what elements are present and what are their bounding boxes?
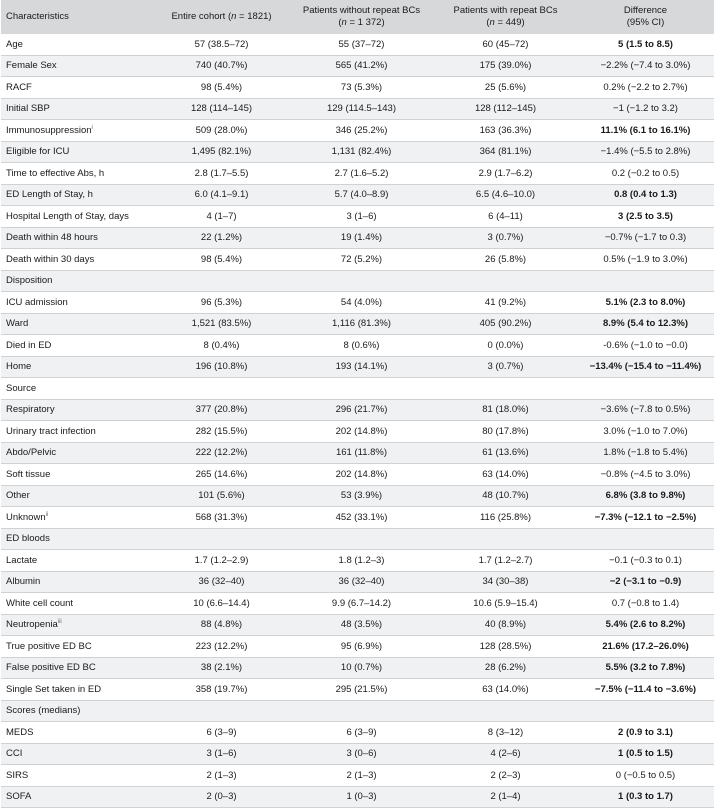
cell-entire-cohort: 568 (31.3%)	[154, 507, 289, 529]
row-label: Abdo/Pelvic	[1, 442, 154, 464]
cell-difference: 0.5% (−1.9 to 3.0%)	[577, 249, 714, 271]
cell-entire-cohort: 377 (20.8%)	[154, 399, 289, 421]
row-label: Initial SBP	[1, 98, 154, 120]
cell-entire-cohort: 223 (12.2%)	[154, 636, 289, 658]
cell-with-repeat	[434, 700, 577, 722]
cell-without-repeat: 3 (1–6)	[289, 206, 434, 228]
cell-difference: 0.2 (−0.2 to 0.5)	[577, 163, 714, 185]
row-label: Albumin	[1, 571, 154, 593]
cell-with-repeat: 63 (14.0%)	[434, 679, 577, 701]
table-row	[1, 399, 714, 421]
row-label: Soft tissue	[1, 464, 154, 486]
cell-with-repeat: 25 (5.6%)	[434, 77, 577, 99]
cell-with-repeat: 6.5 (4.6–10.0)	[434, 184, 577, 206]
footnote-marker: ii	[45, 511, 49, 518]
cell-difference: 5 (1.5 to 8.5)	[577, 34, 714, 55]
cell-without-repeat: 202 (14.8%)	[289, 421, 434, 443]
cell-with-repeat: 128 (28.5%)	[434, 636, 577, 658]
cell-entire-cohort: 282 (15.5%)	[154, 421, 289, 443]
cell-without-repeat: 10 (0.7%)	[289, 657, 434, 679]
characteristics-table	[1, 0, 714, 808]
table-row	[1, 679, 714, 701]
cell-entire-cohort	[154, 270, 289, 292]
row-label: False positive ED BC	[1, 657, 154, 679]
table-row	[1, 163, 714, 185]
cell-without-repeat	[289, 378, 434, 400]
cell-entire-cohort: 3 (1–6)	[154, 743, 289, 765]
cell-difference: −0.7% (−1.7 to 0.3)	[577, 227, 714, 249]
cell-with-repeat: 60 (45–72)	[434, 34, 577, 55]
cell-without-repeat: 2 (1–3)	[289, 765, 434, 787]
table-row	[1, 507, 714, 529]
cell-with-repeat: 10.6 (5.9–15.4)	[434, 593, 577, 615]
cell-with-repeat: 1.7 (1.2–2.7)	[434, 550, 577, 572]
cell-difference	[577, 378, 714, 400]
cell-difference: −7.3% (−12.1 to −2.5%)	[577, 507, 714, 529]
header-with-repeat: Patients with repeat BCs (n = 449)	[434, 0, 577, 34]
cell-without-repeat: 72 (5.2%)	[289, 249, 434, 271]
cell-with-repeat: 128 (112–145)	[434, 98, 577, 120]
row-label: MEDS	[1, 722, 154, 744]
cell-without-repeat: 129 (114.5–143)	[289, 98, 434, 120]
cell-entire-cohort: 740 (40.7%)	[154, 55, 289, 77]
table-row	[1, 765, 714, 787]
table-header-row	[1, 0, 714, 34]
cell-difference: 3.0% (−1.0 to 7.0%)	[577, 421, 714, 443]
cell-without-repeat: 8 (0.6%)	[289, 335, 434, 357]
row-label: SIRS	[1, 765, 154, 787]
row-label: Other	[1, 485, 154, 507]
cell-with-repeat: 3 (0.7%)	[434, 227, 577, 249]
table-row	[1, 421, 714, 443]
cell-without-repeat: 48 (3.5%)	[289, 614, 434, 636]
cell-with-repeat: 6 (4–11)	[434, 206, 577, 228]
table-row	[1, 184, 714, 206]
cell-entire-cohort	[154, 528, 289, 550]
section-header-row	[1, 700, 714, 722]
table-row	[1, 249, 714, 271]
cell-without-repeat: 6 (3–9)	[289, 722, 434, 744]
cell-with-repeat: 405 (90.2%)	[434, 313, 577, 335]
table-row	[1, 743, 714, 765]
footnote-marker: iii	[57, 619, 62, 626]
cell-difference	[577, 700, 714, 722]
cell-entire-cohort: 36 (32–40)	[154, 571, 289, 593]
table-row	[1, 206, 714, 228]
cell-without-repeat: 296 (21.7%)	[289, 399, 434, 421]
cell-entire-cohort: 38 (2.1%)	[154, 657, 289, 679]
table-row	[1, 356, 714, 378]
cell-entire-cohort: 2 (0–3)	[154, 786, 289, 808]
cell-without-repeat: 55 (37–72)	[289, 34, 434, 55]
cell-difference	[577, 528, 714, 550]
table-row	[1, 614, 714, 636]
table-row	[1, 786, 714, 808]
cell-without-repeat: 202 (14.8%)	[289, 464, 434, 486]
table-row	[1, 77, 714, 99]
cell-entire-cohort	[154, 700, 289, 722]
table-row	[1, 636, 714, 658]
table-row	[1, 485, 714, 507]
row-label: Source	[1, 378, 154, 400]
cell-entire-cohort: 509 (28.0%)	[154, 120, 289, 142]
cell-with-repeat: 8 (3–12)	[434, 722, 577, 744]
cell-without-repeat: 5.7 (4.0–8.9)	[289, 184, 434, 206]
cell-difference: 1 (0.3 to 1.7)	[577, 786, 714, 808]
row-label: Time to effective Abs, h	[1, 163, 154, 185]
cell-entire-cohort: 57 (38.5–72)	[154, 34, 289, 55]
cell-difference: −0.1 (−0.3 to 0.1)	[577, 550, 714, 572]
cell-difference: 0.8 (0.4 to 1.3)	[577, 184, 714, 206]
cell-entire-cohort: 88 (4.8%)	[154, 614, 289, 636]
cell-with-repeat	[434, 378, 577, 400]
cell-difference: −1.4% (−5.5 to 2.8%)	[577, 141, 714, 163]
cell-entire-cohort: 22 (1.2%)	[154, 227, 289, 249]
cell-with-repeat: 26 (5.8%)	[434, 249, 577, 271]
cell-without-repeat: 19 (1.4%)	[289, 227, 434, 249]
cell-with-repeat: 116 (25.8%)	[434, 507, 577, 529]
row-label: True positive ED BC	[1, 636, 154, 658]
table-row	[1, 313, 714, 335]
cell-difference: −13.4% (−15.4 to −11.4%)	[577, 356, 714, 378]
table-row	[1, 98, 714, 120]
row-label: SOFA	[1, 786, 154, 808]
section-header-row	[1, 528, 714, 550]
cell-without-repeat: 1,116 (81.3%)	[289, 313, 434, 335]
cell-entire-cohort: 2.8 (1.7–5.5)	[154, 163, 289, 185]
cell-without-repeat: 1.8 (1.2–3)	[289, 550, 434, 572]
cell-with-repeat	[434, 270, 577, 292]
row-label: ED Length of Stay, h	[1, 184, 154, 206]
cell-with-repeat: 41 (9.2%)	[434, 292, 577, 314]
cell-entire-cohort: 196 (10.8%)	[154, 356, 289, 378]
section-header-row	[1, 270, 714, 292]
table-row	[1, 227, 714, 249]
row-label: RACF	[1, 77, 154, 99]
section-header-row	[1, 378, 714, 400]
table-row	[1, 593, 714, 615]
table-row	[1, 571, 714, 593]
cell-with-repeat: 175 (39.0%)	[434, 55, 577, 77]
row-label: Immunosuppression$^i$	[1, 120, 154, 142]
cell-entire-cohort: 128 (114–145)	[154, 98, 289, 120]
cell-without-repeat	[289, 700, 434, 722]
cell-without-repeat: 193 (14.1%)	[289, 356, 434, 378]
cell-with-repeat: 63 (14.0%)	[434, 464, 577, 486]
cell-without-repeat: 346 (25.2%)	[289, 120, 434, 142]
table-row	[1, 34, 714, 55]
cell-without-repeat: 565 (41.2%)	[289, 55, 434, 77]
cell-with-repeat: 2.9 (1.7–6.2)	[434, 163, 577, 185]
cell-entire-cohort: 222 (12.2%)	[154, 442, 289, 464]
cell-entire-cohort: 265 (14.6%)	[154, 464, 289, 486]
cell-with-repeat: 2 (2–3)	[434, 765, 577, 787]
cell-without-repeat: 295 (21.5%)	[289, 679, 434, 701]
cell-with-repeat: 61 (13.6%)	[434, 442, 577, 464]
cell-difference: 1.8% (−1.8 to 5.4%)	[577, 442, 714, 464]
row-label: Female Sex	[1, 55, 154, 77]
cell-difference: 5.4% (2.6 to 8.2%)	[577, 614, 714, 636]
cell-entire-cohort: 10 (6.6–14.4)	[154, 593, 289, 615]
cell-with-repeat: 0 (0.0%)	[434, 335, 577, 357]
cell-difference: -0.6% (−1.0 to −0.0)	[577, 335, 714, 357]
row-label: Home	[1, 356, 154, 378]
cell-difference: 1 (0.5 to 1.5)	[577, 743, 714, 765]
table-row	[1, 292, 714, 314]
header-without-repeat: Patients without repeat BCs (n = 1 372)	[289, 0, 434, 34]
row-label: Single Set taken in ED	[1, 679, 154, 701]
cell-entire-cohort: 1,495 (82.1%)	[154, 141, 289, 163]
table-row	[1, 335, 714, 357]
cell-entire-cohort: 4 (1–7)	[154, 206, 289, 228]
table-row	[1, 550, 714, 572]
cell-without-repeat: 36 (32–40)	[289, 571, 434, 593]
table-row	[1, 657, 714, 679]
cell-difference: −2 (−3.1 to −0.9)	[577, 571, 714, 593]
cell-without-repeat	[289, 528, 434, 550]
row-label: Age	[1, 34, 154, 55]
cell-without-repeat: 53 (3.9%)	[289, 485, 434, 507]
row-label: Death within 48 hours	[1, 227, 154, 249]
cell-entire-cohort: 101 (5.6%)	[154, 485, 289, 507]
cell-without-repeat: 54 (4.0%)	[289, 292, 434, 314]
cell-difference: 0 (−0.5 to 0.5)	[577, 765, 714, 787]
table-row	[1, 120, 714, 142]
cell-without-repeat: 452 (33.1%)	[289, 507, 434, 529]
cell-difference: 3 (2.5 to 3.5)	[577, 206, 714, 228]
cell-difference: −7.5% (−11.4 to −3.6%)	[577, 679, 714, 701]
cell-entire-cohort: 1.7 (1.2–2.9)	[154, 550, 289, 572]
cell-difference: 11.1% (6.1 to 16.1%)	[577, 120, 714, 142]
cell-without-repeat: 9.9 (6.7–14.2)	[289, 593, 434, 615]
header-difference: Difference (95% CI)	[577, 0, 714, 34]
row-label: White cell count	[1, 593, 154, 615]
cell-entire-cohort	[154, 378, 289, 400]
cell-difference: 5.1% (2.3 to 8.0%)	[577, 292, 714, 314]
cell-difference: 0.7 (−0.8 to 1.4)	[577, 593, 714, 615]
cell-with-repeat: 4 (2–6)	[434, 743, 577, 765]
row-label: Urinary tract infection	[1, 421, 154, 443]
cell-with-repeat: 2 (1–4)	[434, 786, 577, 808]
row-label: CCI	[1, 743, 154, 765]
table-row	[1, 141, 714, 163]
cell-entire-cohort: 98 (5.4%)	[154, 77, 289, 99]
row-label: Died in ED	[1, 335, 154, 357]
cell-with-repeat: 3 (0.7%)	[434, 356, 577, 378]
cell-difference: 6.8% (3.8 to 9.8%)	[577, 485, 714, 507]
cell-without-repeat: 95 (6.9%)	[289, 636, 434, 658]
cell-difference: 21.6% (17.2–26.0%)	[577, 636, 714, 658]
row-label: Lactate	[1, 550, 154, 572]
footnote-marker: i	[91, 124, 93, 131]
cell-without-repeat: 1 (0–3)	[289, 786, 434, 808]
cell-with-repeat: 163 (36.3%)	[434, 120, 577, 142]
row-label: ICU admission	[1, 292, 154, 314]
cell-difference: 2 (0.9 to 3.1)	[577, 722, 714, 744]
cell-with-repeat: 364 (81.1%)	[434, 141, 577, 163]
cell-with-repeat: 80 (17.8%)	[434, 421, 577, 443]
cell-entire-cohort: 8 (0.4%)	[154, 335, 289, 357]
cell-difference	[577, 270, 714, 292]
cell-entire-cohort: 96 (5.3%)	[154, 292, 289, 314]
cell-without-repeat: 2.7 (1.6–5.2)	[289, 163, 434, 185]
row-label: ED bloods	[1, 528, 154, 550]
cell-difference: −1 (−1.2 to 3.2)	[577, 98, 714, 120]
cell-without-repeat: 73 (5.3%)	[289, 77, 434, 99]
cell-entire-cohort: 358 (19.7%)	[154, 679, 289, 701]
cell-difference: 5.5% (3.2 to 7.8%)	[577, 657, 714, 679]
cell-entire-cohort: 98 (5.4%)	[154, 249, 289, 271]
cell-entire-cohort: 6 (3–9)	[154, 722, 289, 744]
header-characteristics: Characteristics	[1, 0, 154, 34]
cell-difference: −3.6% (−7.8 to 0.5%)	[577, 399, 714, 421]
cell-entire-cohort: 2 (1–3)	[154, 765, 289, 787]
table-row	[1, 464, 714, 486]
cell-difference: −0.8% (−4.5 to 3.0%)	[577, 464, 714, 486]
cell-difference: 0.2% (−2.2 to 2.7%)	[577, 77, 714, 99]
table-row	[1, 55, 714, 77]
row-label: Hospital Length of Stay, days	[1, 206, 154, 228]
row-label: Eligible for ICU	[1, 141, 154, 163]
cell-with-repeat: 34 (30–38)	[434, 571, 577, 593]
cell-with-repeat	[434, 528, 577, 550]
cell-with-repeat: 81 (18.0%)	[434, 399, 577, 421]
cell-entire-cohort: 6.0 (4.1–9.1)	[154, 184, 289, 206]
row-label: Ward	[1, 313, 154, 335]
header-entire-cohort: Entire cohort (n = 1821)	[154, 0, 289, 34]
cell-with-repeat: 40 (8.9%)	[434, 614, 577, 636]
cell-without-repeat: 3 (0–6)	[289, 743, 434, 765]
cell-difference: 8.9% (5.4 to 12.3%)	[577, 313, 714, 335]
row-label: Respiratory	[1, 399, 154, 421]
row-label: Death within 30 days	[1, 249, 154, 271]
row-label: Scores (medians)	[1, 700, 154, 722]
row-label: Disposition	[1, 270, 154, 292]
table-row	[1, 442, 714, 464]
row-label: Unknown$^{ii}$	[1, 507, 154, 529]
cell-without-repeat: 1,131 (82.4%)	[289, 141, 434, 163]
cell-difference: −2.2% (−7.4 to 3.0%)	[577, 55, 714, 77]
cell-with-repeat: 28 (6.2%)	[434, 657, 577, 679]
cell-with-repeat: 48 (10.7%)	[434, 485, 577, 507]
cell-without-repeat: 161 (11.8%)	[289, 442, 434, 464]
row-label: Neutropenia$^{iii}$	[1, 614, 154, 636]
cell-without-repeat	[289, 270, 434, 292]
table-row	[1, 722, 714, 744]
cell-entire-cohort: 1,521 (83.5%)	[154, 313, 289, 335]
